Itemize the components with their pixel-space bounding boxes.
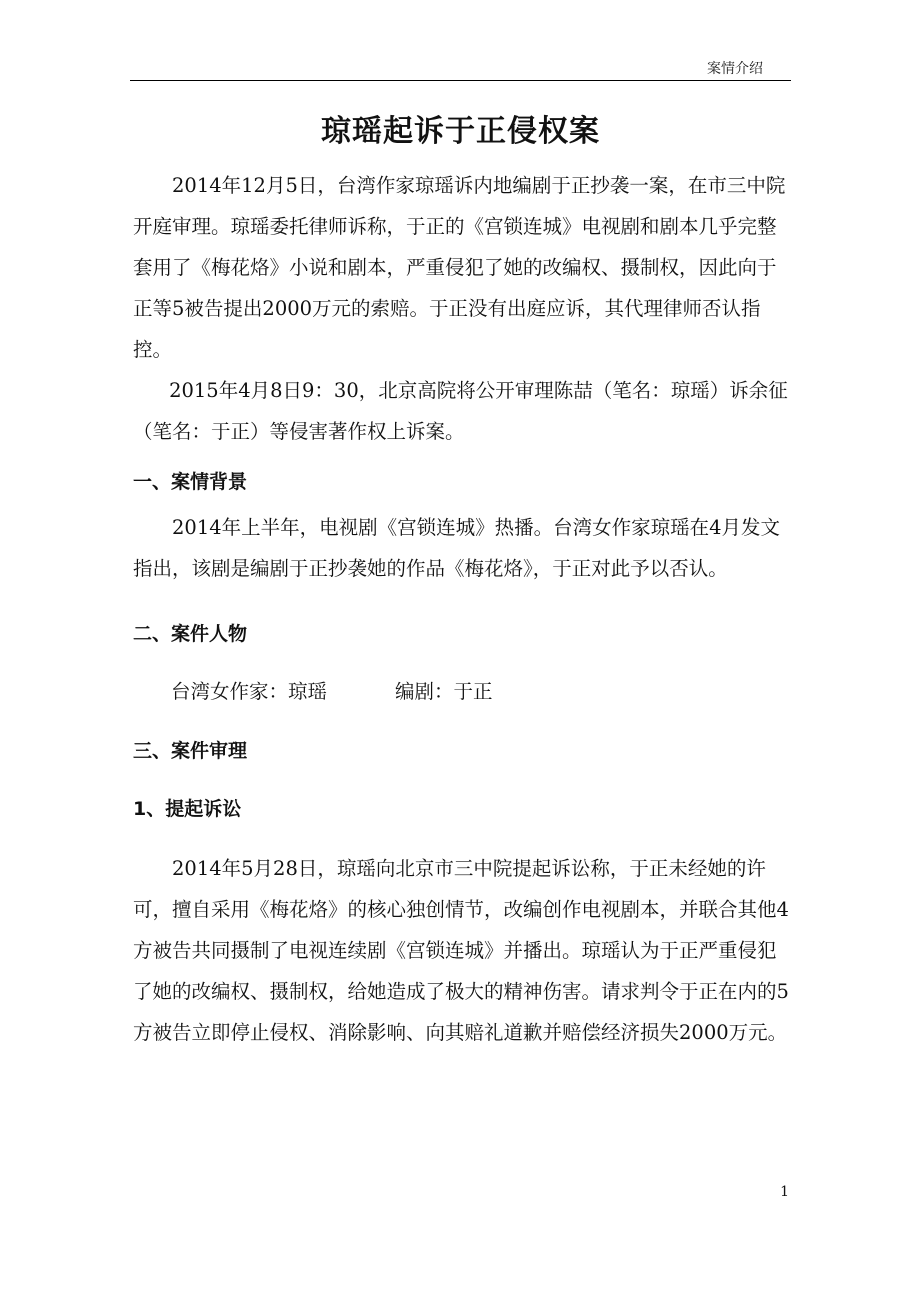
- document-title: 琼瑶起诉于正侵权案: [321, 114, 600, 149]
- header-label: 案情介绍: [707, 61, 763, 77]
- background-paragraph: 2014年上半年，电视剧《宫锁连城》热播。台湾女作家琼瑶在4月发文指出，该剧是编剧于正抄袭她的作品《梅花烙》，于正对此予以否认。: [133, 516, 781, 580]
- document-body: [133, 165, 793, 1053]
- header-rule: [130, 80, 791, 81]
- page-number: 1: [780, 1184, 789, 1200]
- lawsuit-paragraph: 2014年5月28日，琼瑶向北京市三中院提起诉讼称，于正未经她的许可，擅自采用《梅花烙》的核心独创情节，改编创作电视剧本，并联合其他4方被告共同摄制了电视连续剧《宫锁连城》并播出。琼瑶认为于正严重侵犯了她的改编权、摄制权，给她造成了极大的精神伤害。请求判令于正在内的5方被告立即停止侵权、消除影响、向其赔礼道歉并赔偿经济损失2000万元。: [133, 857, 789, 1044]
- intro-paragraph-2: 2015年4月8日9：30，北京高院将公开审理陈喆（笔名：琼瑶）诉余征（笔名：于正）等侵害著作权上诉案。: [133, 379, 788, 443]
- person-screenwriter: 编剧：于正: [395, 680, 493, 703]
- persons-line: [133, 677, 793, 707]
- intro-paragraph-1: 2014年12月5日，台湾作家琼瑶诉内地编剧于正抄袭一案，在市三中院开庭审理。琼瑶委托律师诉称，于正的《宫锁连城》电视剧和剧本几乎完整套用了《梅花烙》小说和剧本，严重侵犯了她的改编权、摄制权，因此向于正等5被告提出2000万元的索赔。于正没有出庭应诉，其代理律师否认指控。: [133, 174, 786, 361]
- section-heading-trial: 三、案件审理: [133, 740, 248, 762]
- section-heading-background: 一、案情背景: [133, 471, 248, 493]
- section-heading-persons: 二、案件人物: [133, 623, 248, 645]
- person-author: 台湾女作家：琼瑶: [171, 680, 328, 703]
- subsection-heading-lawsuit: 1、提起诉讼: [133, 798, 242, 820]
